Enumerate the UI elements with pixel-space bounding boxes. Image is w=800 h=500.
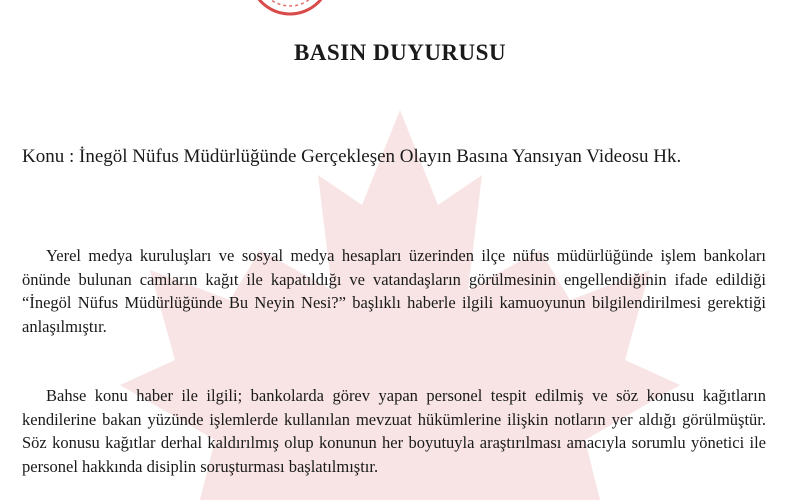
document-subject: Konu : İnegöl Nüfus Müdürlüğünde Gerçekleşen Olayın Basına Yansıyan Videosu Hk. xyxy=(22,146,682,167)
ministry-seal-icon xyxy=(240,0,340,16)
document-paragraph: Yerel medya kuruluşları ve sosyal medya hesapları üzerinden ilçe nüfus müdürlüğünde işlem bankoları önünde bulunan camların kağıt ile kapatıldığı ve vatandaşların görülmesinin engellendiğinin ifade edildiği “İnegöl Nüfus Müdürlüğünde Bu Neyin Nesi?” başlıklı haberle ilgili kamuoyunun bilgilendirilmesi gerektiği anlaşılmıştır. xyxy=(22,246,766,336)
document-paragraph: Bahse konu haber ile ilgili; bankolarda görev yapan personel tespit edilmiş ve söz konusu kağıtların kendilerine bakan yüzünde işlemlerde kullanılan mevzuat hükümlerine ilişkin notların yer aldığı görülmüştür. Söz konusu kağıtlar derhal kaldırılmış olup konunun her boyutuyla araştırılması amacıyla sorumlu yönetici ile personel hakkında disiplin soruşturması başlatılmıştır. xyxy=(22,386,766,476)
document-title: BASIN DUYURUSU xyxy=(293,40,507,65)
